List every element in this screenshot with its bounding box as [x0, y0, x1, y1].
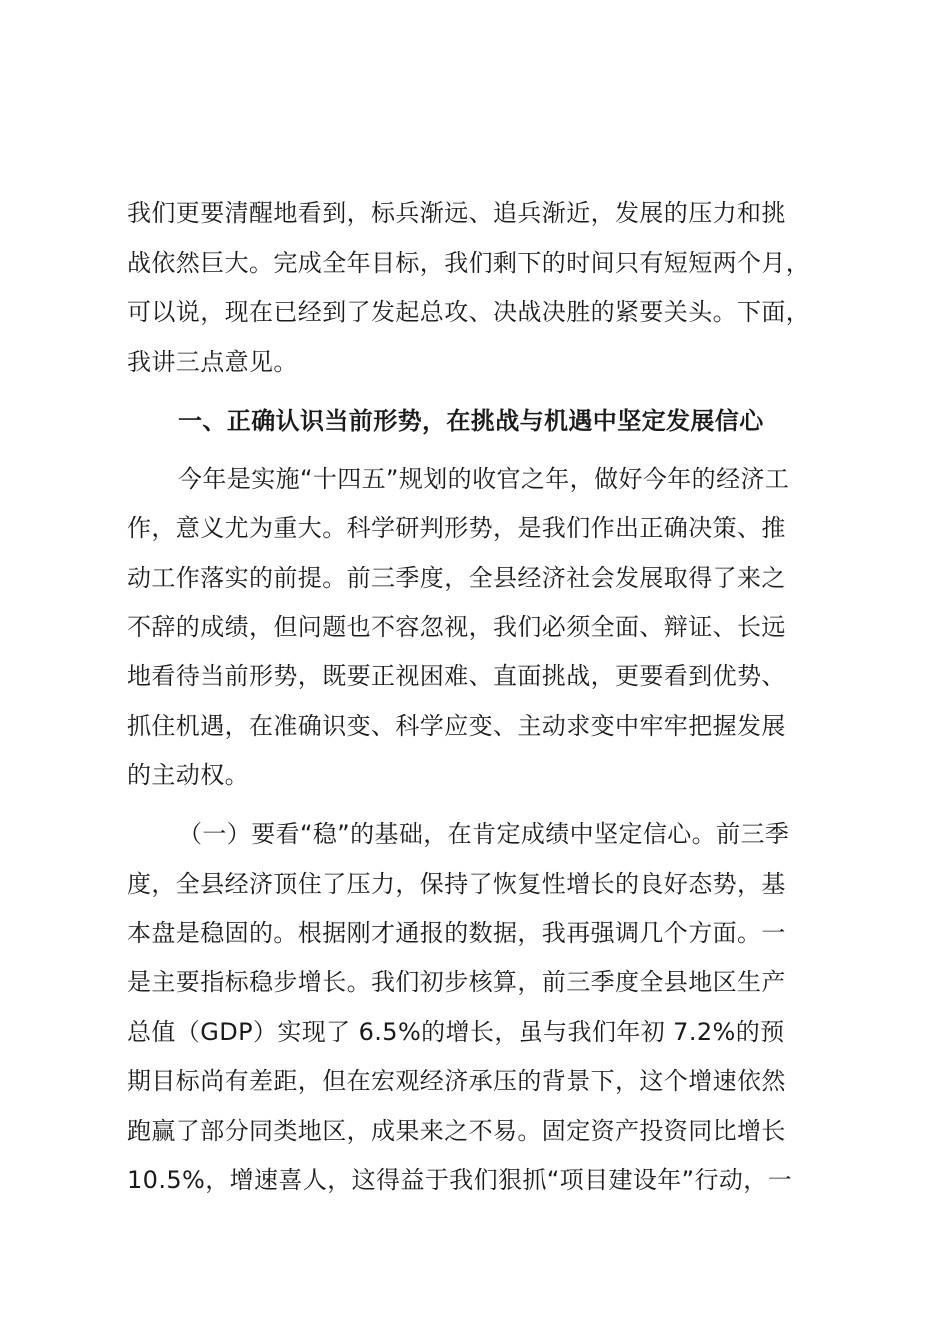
section-heading: 一、正确认识当前形势，在挑战与机遇中坚定发展信心	[178, 407, 764, 435]
paragraph-2-line-4: 不辞的成绩，但问题也不容忽视，我们必须全面、辩证、长远	[127, 613, 786, 641]
paragraph-1-line-4: 我讲三点意见。	[127, 348, 298, 376]
paragraph-3-line-1: （一）要看“稳”的基础，在肯定成绩中坚定信心。前三季	[178, 820, 790, 848]
paragraph-1-line-3: 可以说，现在已经到了发起总攻、决战决胜的紧要关头。下面，	[127, 298, 811, 326]
paragraph-1-line-2: 战依然巨大。完成全年目标，我们剩下的时间只有短短两个月，	[127, 249, 811, 277]
paragraph-3-line-5: 总值（GDP）实现了 6.5%的增长，虽与我们年初 7.2%的预	[127, 1018, 785, 1046]
paragraph-2-line-5: 地看待当前形势，既要正视困难、直面挑战，更要看到优势、	[127, 662, 786, 690]
paragraph-3-line-4: 是主要指标稳步增长。我们初步核算，前三季度全县地区生产	[127, 968, 786, 996]
paragraph-2-line-3: 动工作落实的前提。前三季度，全县经济社会发展取得了来之	[127, 564, 786, 592]
paragraph-3-line-7: 跑赢了部分同类地区，成果来之不易。固定资产投资同比增长	[127, 1117, 786, 1145]
paragraph-2-line-7: 的主动权。	[127, 761, 249, 789]
paragraph-3-line-8: 10.5%，增速喜人，这得益于我们狠抓“项目建设年”行动，一	[127, 1166, 793, 1194]
paragraph-2-line-1: 今年是实施“十四五”规划的收官之年，做好今年的经济工	[178, 465, 790, 493]
paragraph-2-line-2: 作，意义尤为重大。科学研判形势，是我们作出正确决策、推	[127, 514, 786, 542]
paragraph-1-line-1: 我们更要清醒地看到，标兵渐远、追兵渐近，发展的压力和挑	[127, 199, 786, 227]
paragraph-3-line-6: 期目标尚有差距，但在宏观经济承压的背景下，这个增速依然	[127, 1067, 786, 1095]
paragraph-2-line-6: 抓住机遇，在准确识变、科学应变、主动求变中牢牢把握发展	[127, 712, 786, 740]
paragraph-3-line-3: 本盘是稳固的。根据刚才通报的数据，我再强调几个方面。一	[127, 919, 786, 947]
paragraph-3-line-2: 度，全县经济顶住了压力，保持了恢复性增长的良好态势，基	[127, 870, 786, 898]
